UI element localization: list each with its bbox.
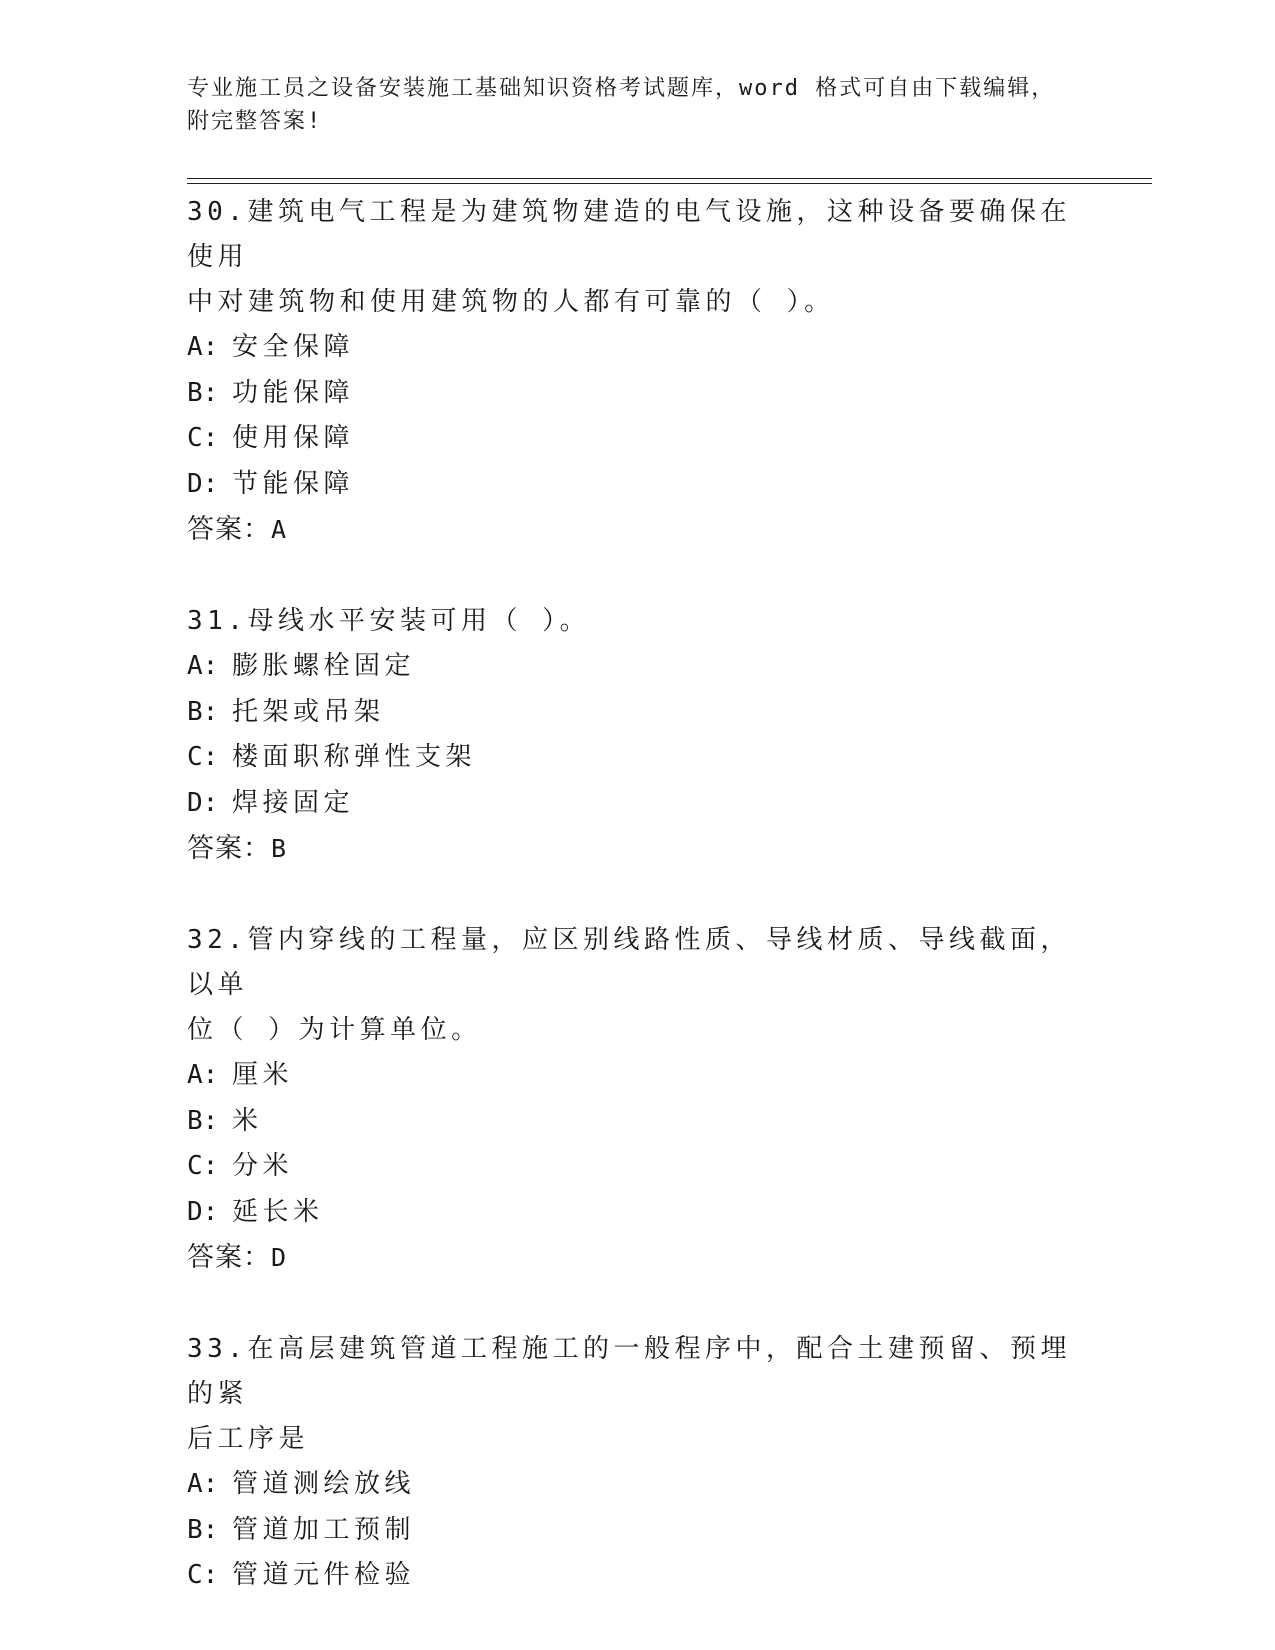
answer-value: A	[271, 515, 288, 544]
option-letter: C:	[187, 1560, 219, 1590]
option-letter: D:	[187, 787, 219, 818]
option-text: 米	[232, 1105, 263, 1136]
document-header	[187, 72, 1067, 138]
option-a	[187, 1462, 1087, 1508]
option-letter: B:	[187, 1514, 219, 1545]
option-letter: A:	[187, 651, 219, 681]
question-stem-line: 31.母线水平安装可用（ ）。	[187, 606, 591, 636]
question-stem	[187, 918, 1087, 1053]
option-text: 管道元件检验	[232, 1560, 416, 1590]
option-b	[187, 1099, 1087, 1145]
option-b	[187, 690, 1087, 736]
header-divider-top	[187, 178, 1152, 179]
question-stem-line: 32.管内穿线的工程量，应区别线路性质、导线材质、导线截面，以单	[187, 925, 1071, 1000]
option-letter: C:	[187, 423, 219, 453]
question-list	[187, 190, 1087, 1645]
question-item	[187, 599, 1087, 872]
question-item	[187, 918, 1087, 1281]
option-letter: D:	[187, 468, 219, 499]
option-d	[187, 462, 1087, 508]
option-letter: B:	[187, 696, 219, 727]
option-c	[187, 735, 1087, 781]
option-a	[187, 644, 1087, 690]
option-letter: A:	[187, 332, 219, 362]
answer-label: 答案：	[187, 833, 271, 864]
option-text: 厘米	[232, 1060, 294, 1090]
option-letter: D:	[187, 1196, 219, 1227]
option-text: 安全保障	[232, 332, 355, 362]
option-text: 使用保障	[232, 423, 355, 453]
question-stem-line: 位（ ）为计算单位。	[187, 1015, 482, 1045]
answer-label: 答案：	[187, 1242, 271, 1273]
option-text: 分米	[232, 1151, 294, 1181]
question-stem	[187, 599, 1087, 644]
option-letter: A:	[187, 1469, 219, 1499]
option-letter: C:	[187, 1151, 219, 1181]
option-text: 膨胀螺栓固定	[232, 651, 416, 681]
question-item	[187, 190, 1087, 553]
option-c	[187, 416, 1087, 462]
option-letter: C:	[187, 742, 219, 772]
option-text: 管道测绘放线	[232, 1469, 416, 1499]
answer-line	[187, 826, 1087, 872]
option-letter: B:	[187, 377, 219, 408]
question-stem	[187, 1327, 1087, 1462]
answer-line	[187, 1235, 1087, 1281]
option-text: 焊接固定	[232, 787, 355, 818]
header-line-1: 专业施工员之设备安装施工基础知识资格考试题库，word 格式可自由下载编辑，	[187, 76, 1056, 101]
answer-value: D	[271, 1243, 288, 1272]
option-text: 托架或吊架	[232, 696, 385, 727]
option-d	[187, 1190, 1087, 1236]
question-item	[187, 1327, 1087, 1599]
option-a	[187, 325, 1087, 371]
answer-line	[187, 507, 1087, 553]
answer-value: B	[271, 834, 288, 863]
option-a	[187, 1053, 1087, 1099]
option-c	[187, 1553, 1087, 1599]
option-text: 节能保障	[232, 468, 355, 499]
question-stem-line: 中对建筑物和使用建筑物的人都有可靠的（ ）。	[187, 287, 835, 317]
option-text: 管道加工预制	[232, 1514, 416, 1545]
option-d	[187, 781, 1087, 827]
question-stem-line: 33.在高层建筑管道工程施工的一般程序中，配合土建预留、预埋的紧	[187, 1334, 1071, 1409]
option-b	[187, 371, 1087, 417]
option-text: 楼面职称弹性支架	[232, 742, 477, 772]
answer-label: 答案：	[187, 514, 271, 545]
option-letter: A:	[187, 1060, 219, 1090]
option-text: 功能保障	[232, 377, 355, 408]
question-stem	[187, 190, 1087, 325]
header-line-2: 附完整答案!	[187, 109, 323, 134]
option-c	[187, 1144, 1087, 1190]
option-text: 延长米	[232, 1196, 324, 1227]
question-stem-line: 后工序是	[187, 1424, 310, 1454]
question-stem-line: 30.建筑电气工程是为建筑物建造的电气设施，这种设备要确保在使用	[187, 197, 1071, 272]
option-letter: B:	[187, 1105, 219, 1136]
option-b	[187, 1508, 1087, 1554]
header-divider-bottom	[187, 183, 1152, 184]
